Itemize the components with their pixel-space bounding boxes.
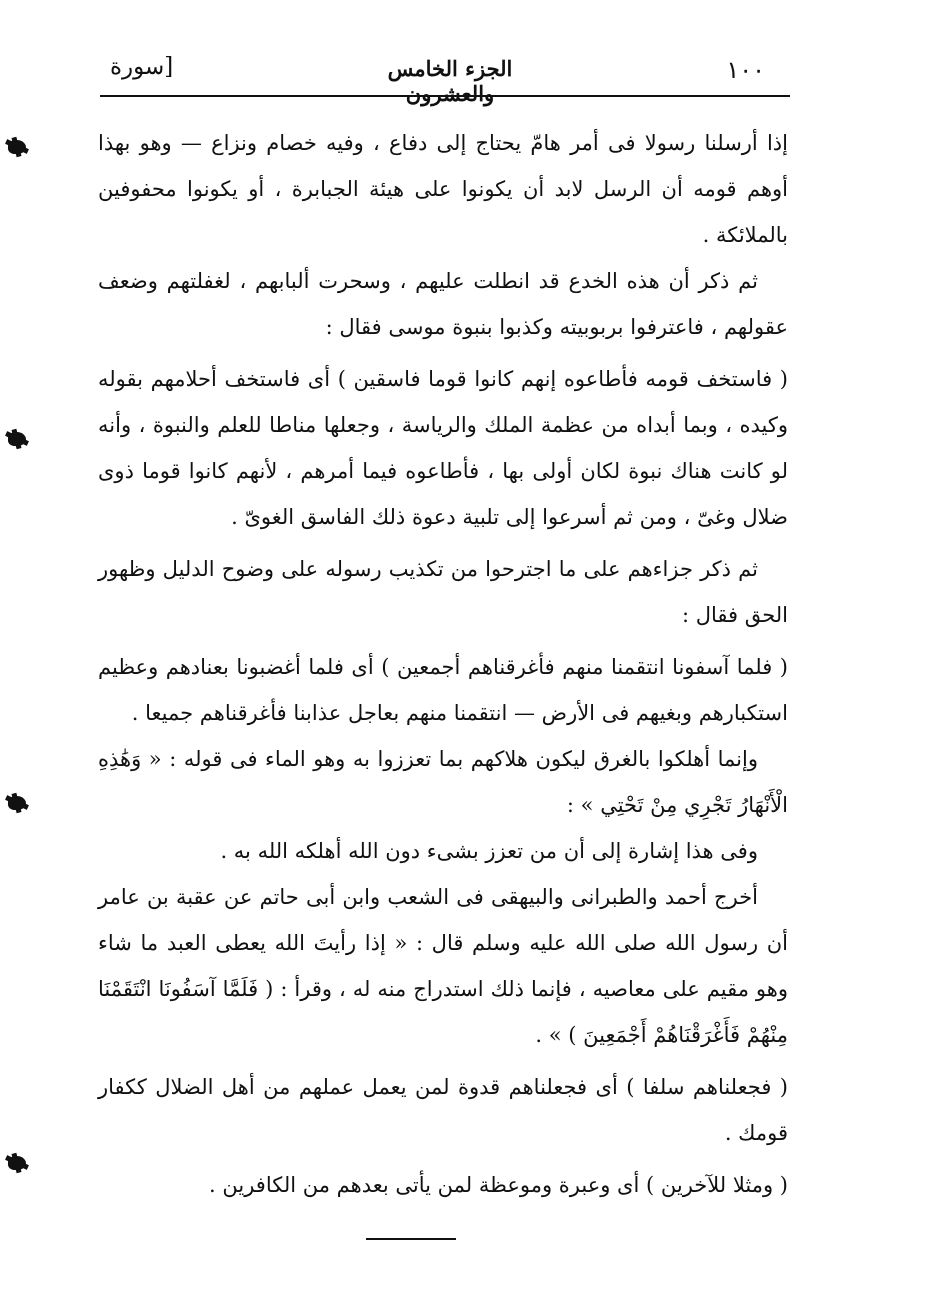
margin-ink-mark-icon	[8, 796, 26, 810]
quran-commentary-paragraph: ( فجعلناهم سلفا ) أى فجعلناهم قدوة لمن يعمل عملهم من أهل الضلال ككفار قومك .	[98, 1075, 788, 1145]
margin-ink-mark-icon	[8, 432, 26, 446]
header-rule	[100, 95, 790, 97]
page-number: ١٠٠	[726, 56, 765, 84]
quran-commentary-paragraph: ( فاستخف قومه فأطاعوه إنهم كانوا قوما فاسقين ) أى فاستخف أحلامهم بقوله وكيده ، وبما أبداه من عظمة الملك والرياسة ، وجعلها مناطا للعلم والنبوة ، وأنه لو كانت هناك نبوة لكان أولى بها ، فأطاعوه فيما أمرهم ، لأنهم كانوا قوما ذوى ضلال وغىّ ، ومن ثم أسرعوا إلى تلبية دعوة ذلك الفاسق الغوىّ .	[98, 367, 788, 529]
paragraph: وإنما أهلكوا بالغرق ليكون هلاكهم بما تعززوا به وهو الماء فى قوله : « وَهَٰذِهِ الْأَنْهَارُ تَجْرِي مِنْ تَحْتِي » :	[98, 747, 788, 817]
margin-ink-mark-icon	[8, 1156, 26, 1170]
quran-commentary-paragraph: ( ومثلا للآخرين ) أى وعبرة وموعظة لمن يأتى بعدهم من الكافرين .	[209, 1173, 788, 1197]
margin-ink-mark-icon	[8, 140, 26, 154]
end-rule	[366, 1238, 456, 1240]
paragraph: ثم ذكر جزاءهم على ما اجترحوا من تكذيب رسوله على وضوح الدليل وظهور الحق فقال :	[98, 557, 788, 627]
paragraph: وفى هذا إشارة إلى أن من تعزز بشىء دون الله أهلكه الله به .	[220, 839, 758, 863]
running-title: الجزء الخامس والعشرون	[387, 56, 513, 106]
body-text	[98, 120, 788, 1208]
quran-commentary-paragraph: ( فلما آسفونا انتقمنا منهم فأغرقناهم أجمعين ) أى فلما أغضبونا بعنادهم وعظيم استكبارهم وبغيهم فى الأرض — انتقمنا منهم بعاجل عذابنا فأغرقناهم جميعا .	[98, 655, 788, 725]
hadith-paragraph: أخرج أحمد والطبرانى والبيهقى فى الشعب وابن أبى حاتم عن عقبة بن عامر أن رسول الله صلى الله عليه وسلم قال : « إذا رأيتَ الله يعطى العبد ما شاء وهو مقيم على معاصيه ، فإنما ذلك استدراج منه له ، وقرأ : ( فَلَمَّا آسَفُونَا انْتَقَمْنَا مِنْهُمْ فَأَغْرَقْنَاهُمْ أَجْمَعِينَ ) » .	[98, 885, 788, 1047]
sura-label: [سورة	[110, 54, 174, 80]
page-header	[100, 52, 790, 106]
paragraph: ثم ذكر أن هذه الخدع قد انطلت عليهم ، وسحرت ألبابهم ، لغفلتهم وضعف عقولهم ، فاعترفوا بربوبيته وكذبوا بنبوة موسى فقال :	[98, 269, 788, 339]
paragraph: إذا أرسلنا رسولا فى أمر هامّ يحتاج إلى دفاع ، وفيه خصام ونزاع — وهو بهذا أوهم قومه أن الرسل لابد أن يكونوا على هيئة الجبابرة ، أو يكونوا محفوفين بالملائكة .	[98, 131, 788, 247]
